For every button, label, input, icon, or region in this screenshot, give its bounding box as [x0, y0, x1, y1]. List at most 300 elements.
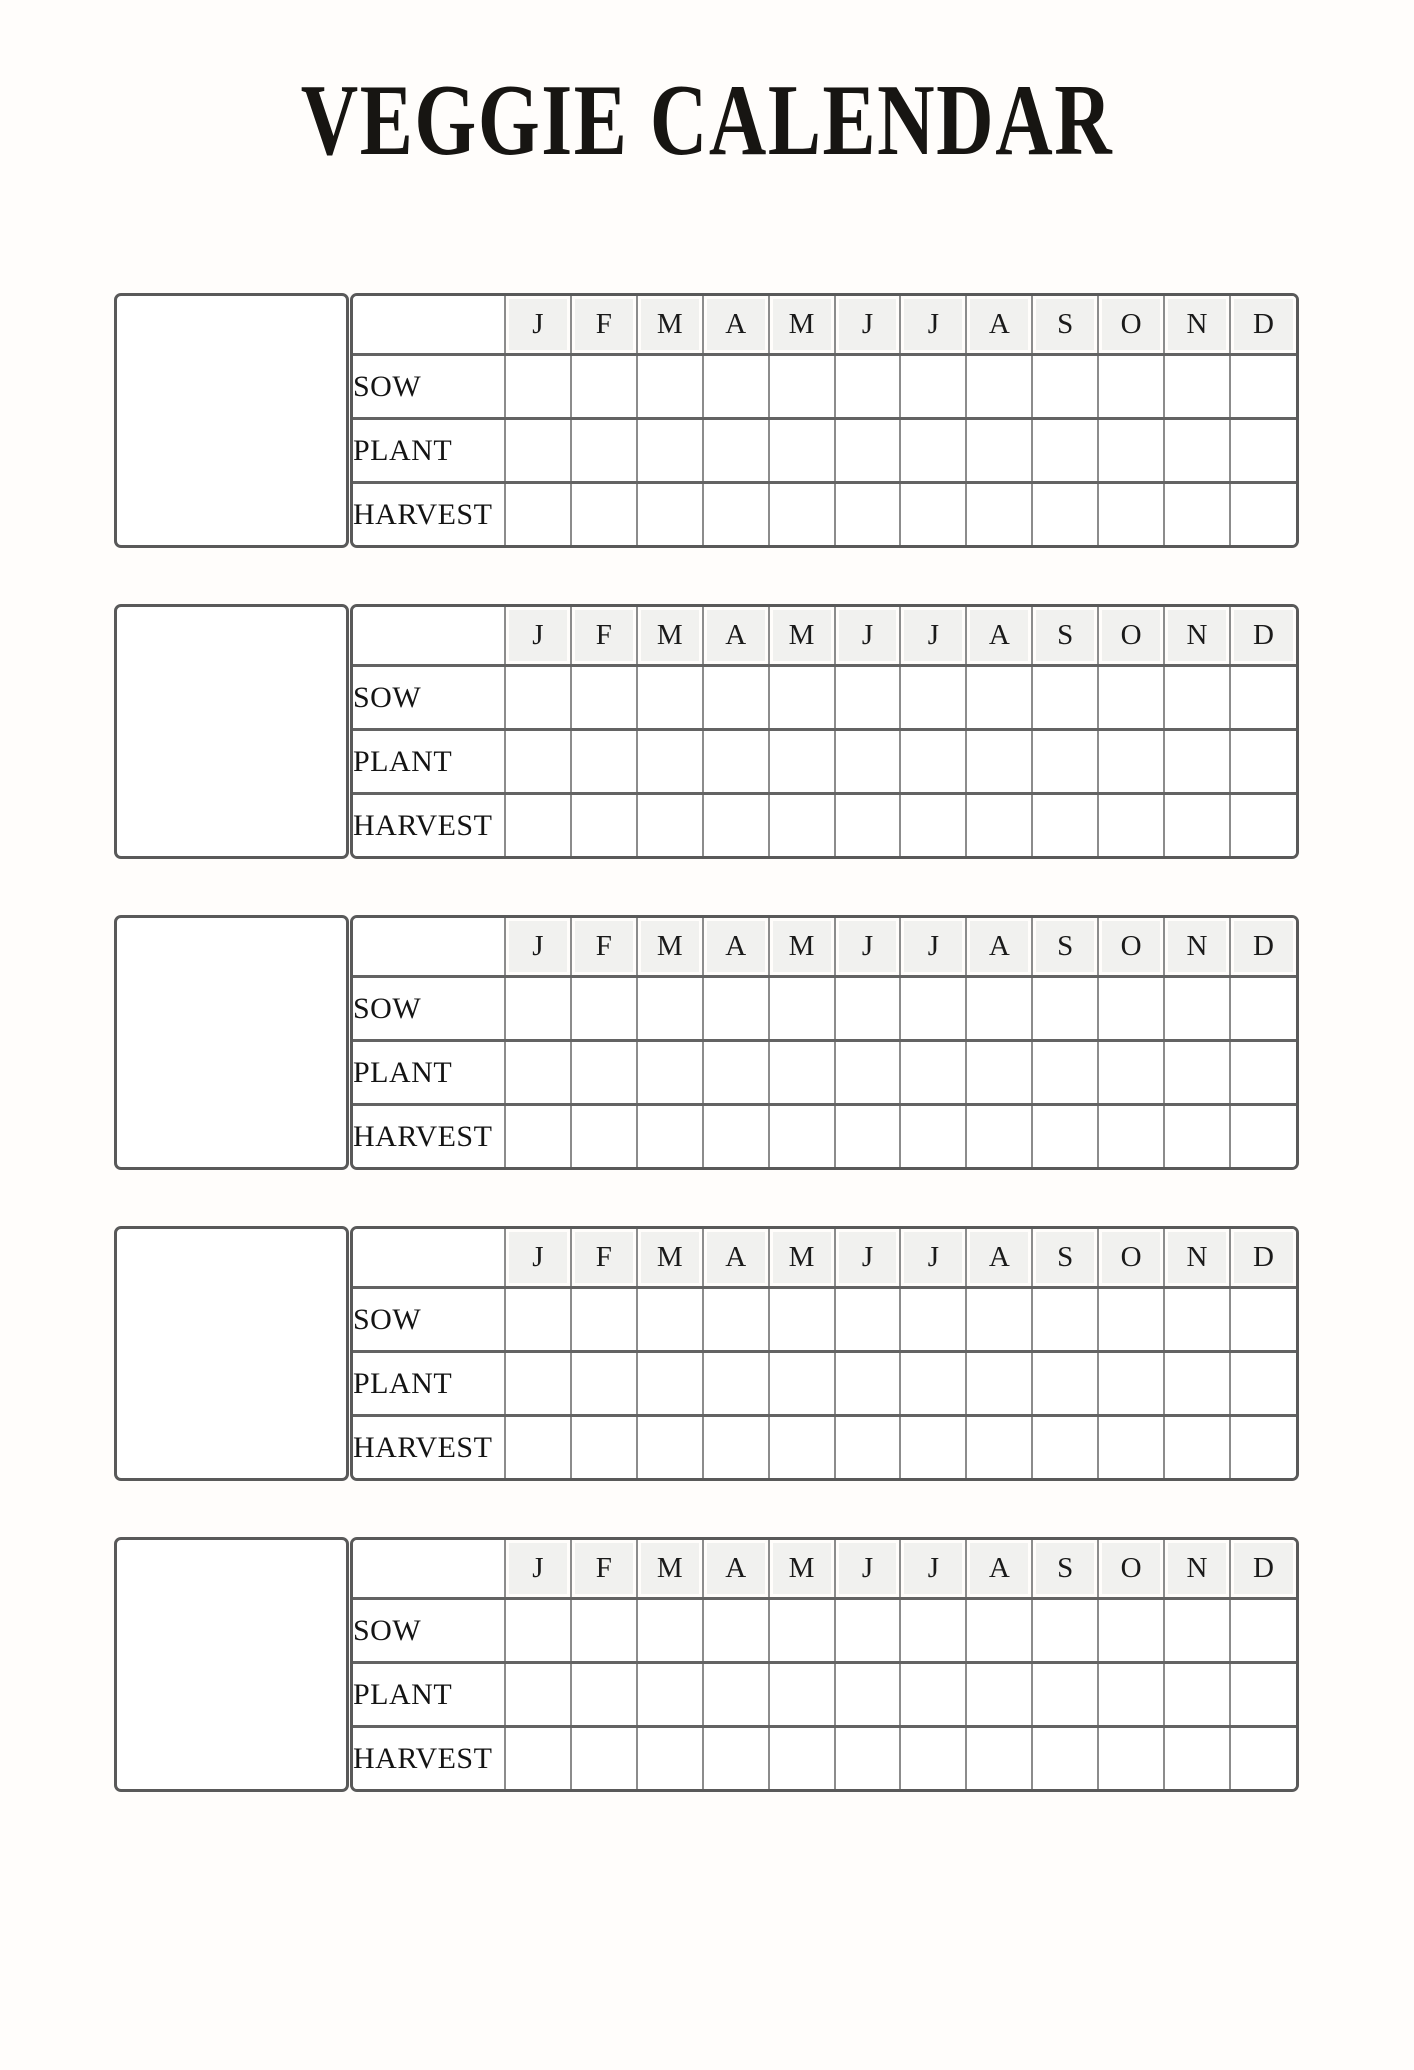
calendar-cell[interactable] [966, 730, 1032, 794]
month-header-cell [505, 296, 571, 355]
vegetable-name-box[interactable] [114, 1537, 349, 1792]
calendar-cell[interactable] [505, 355, 571, 419]
calendar-cell[interactable] [966, 1416, 1032, 1479]
calendar-cell[interactable] [1032, 355, 1098, 419]
calendar-cell[interactable] [769, 730, 835, 794]
calendar-cell[interactable] [1098, 1727, 1164, 1790]
calendar-cell[interactable] [769, 1663, 835, 1727]
calendar-table [353, 296, 1296, 545]
row-label: PLANT [353, 419, 505, 483]
month-header-cell [900, 1229, 966, 1288]
month-header-cell [1032, 296, 1098, 355]
calendar-cell[interactable] [900, 977, 966, 1041]
calendar-cell[interactable] [571, 1105, 637, 1168]
month-letter: J [532, 1241, 544, 1273]
veggie-block [114, 915, 1299, 1170]
calendar-cell[interactable] [769, 1416, 835, 1479]
calendar-cell[interactable] [900, 1663, 966, 1727]
calendar-cell[interactable] [900, 1041, 966, 1105]
calendar-table-frame [350, 293, 1299, 548]
calendar-cell[interactable] [1230, 1416, 1296, 1479]
harvest-row [353, 483, 1296, 546]
calendar-cell[interactable] [505, 977, 571, 1041]
calendar-cell[interactable] [505, 794, 571, 857]
calendar-cell[interactable] [1098, 794, 1164, 857]
month-header-cell [637, 1229, 703, 1288]
month-header-cell [835, 607, 901, 666]
calendar-cell[interactable] [966, 1663, 1032, 1727]
calendar-cell[interactable] [1098, 483, 1164, 546]
plant-row [353, 419, 1296, 483]
calendar-cell[interactable] [703, 419, 769, 483]
vegetable-name-box[interactable] [114, 915, 349, 1170]
calendar-cell[interactable] [769, 1352, 835, 1416]
month-header-cell [900, 918, 966, 977]
calendar-cell[interactable] [1098, 355, 1164, 419]
row-label: HARVEST [353, 794, 505, 857]
calendar-cell[interactable] [1164, 419, 1230, 483]
calendar-cell[interactable] [703, 1041, 769, 1105]
month-header-cell [769, 607, 835, 666]
calendar-cell[interactable] [571, 794, 637, 857]
calendar-cell[interactable] [900, 483, 966, 546]
month-header-cell [571, 918, 637, 977]
month-header-cell [1098, 296, 1164, 355]
month-letter: M [656, 1241, 683, 1273]
month-letter: S [1057, 930, 1074, 962]
month-header-cell [900, 296, 966, 355]
calendar-cell[interactable] [1098, 1663, 1164, 1727]
vegetable-name-box[interactable] [114, 604, 349, 859]
month-letter: J [532, 930, 544, 962]
calendar-cell[interactable] [835, 1352, 901, 1416]
calendar-cell[interactable] [505, 666, 571, 730]
calendar-cell[interactable] [637, 730, 703, 794]
calendar-cell[interactable] [637, 1105, 703, 1168]
row-label: PLANT [353, 1041, 505, 1105]
calendar-cell[interactable] [571, 1352, 637, 1416]
calendar-cell[interactable] [1098, 730, 1164, 794]
calendar-cell[interactable] [966, 977, 1032, 1041]
calendar-cell[interactable] [1098, 1599, 1164, 1663]
calendar-cell[interactable] [966, 666, 1032, 730]
calendar-cell[interactable] [966, 1727, 1032, 1790]
calendar-cell[interactable] [835, 730, 901, 794]
calendar-cell[interactable] [505, 1288, 571, 1352]
calendar-cell[interactable] [769, 1041, 835, 1105]
month-header-cell [1230, 1229, 1296, 1288]
calendar-cell[interactable] [1164, 1663, 1230, 1727]
month-letter: N [1186, 619, 1208, 651]
month-letter: A [725, 930, 747, 962]
plant-row [353, 1041, 1296, 1105]
row-label: SOW [353, 666, 505, 730]
calendar-cell[interactable] [1098, 1352, 1164, 1416]
month-letter: J [861, 308, 874, 340]
calendar-cell[interactable] [1164, 1599, 1230, 1663]
month-header-cell [769, 1540, 835, 1599]
month-header-cell [1032, 918, 1098, 977]
calendar-cell[interactable] [1032, 666, 1098, 730]
calendar-cell[interactable] [703, 1727, 769, 1790]
month-header-cell [1098, 1229, 1164, 1288]
calendar-cell[interactable] [505, 419, 571, 483]
month-letter: D [1253, 308, 1274, 340]
calendar-cell[interactable] [1032, 1599, 1098, 1663]
month-letter: S [1057, 619, 1074, 651]
calendar-cell[interactable] [571, 1416, 637, 1479]
row-label: SOW [353, 977, 505, 1041]
calendar-cell[interactable] [966, 419, 1032, 483]
calendar-cell[interactable] [769, 483, 835, 546]
row-label: PLANT [353, 730, 505, 794]
calendar-cell[interactable] [1230, 794, 1296, 857]
month-header-cell [637, 296, 703, 355]
calendar-cell[interactable] [505, 1105, 571, 1168]
month-letter: F [595, 1552, 612, 1584]
corner-cell [353, 607, 505, 666]
month-letter: A [988, 1552, 1010, 1584]
calendar-cell[interactable] [900, 1105, 966, 1168]
calendar-cell[interactable] [1164, 483, 1230, 546]
calendar-cell[interactable] [769, 666, 835, 730]
calendar-body [353, 355, 1296, 546]
calendar-cell[interactable] [637, 1352, 703, 1416]
calendar-cell[interactable] [1098, 1041, 1164, 1105]
calendar-cell[interactable] [1032, 794, 1098, 857]
month-letter: A [988, 619, 1010, 651]
month-letter: A [988, 1241, 1010, 1273]
month-header-cell [505, 607, 571, 666]
month-letter: O [1120, 1241, 1142, 1273]
month-letter: M [788, 1241, 815, 1273]
calendar-cell[interactable] [1230, 1599, 1296, 1663]
row-label: HARVEST [353, 483, 505, 546]
calendar-cell[interactable] [703, 1288, 769, 1352]
calendar-cell[interactable] [1164, 1105, 1230, 1168]
calendar-cell[interactable] [1032, 483, 1098, 546]
calendar-cell[interactable] [505, 1663, 571, 1727]
calendar-cell[interactable] [1098, 1288, 1164, 1352]
calendar-cell[interactable] [637, 977, 703, 1041]
calendar-cell[interactable] [703, 1105, 769, 1168]
calendar-cell[interactable] [900, 1352, 966, 1416]
calendar-cell[interactable] [835, 1416, 901, 1479]
calendar-cell[interactable] [900, 419, 966, 483]
month-letter: M [656, 619, 683, 651]
month-header-row [353, 1229, 1296, 1288]
calendar-cell[interactable] [966, 1105, 1032, 1168]
calendar-cell[interactable] [1164, 794, 1230, 857]
calendar-cell[interactable] [769, 1599, 835, 1663]
calendar-cell[interactable] [1164, 1288, 1230, 1352]
calendar-cell[interactable] [966, 355, 1032, 419]
calendar-cell[interactable] [571, 419, 637, 483]
calendar-cell[interactable] [637, 1041, 703, 1105]
veggie-block [114, 604, 1299, 859]
month-header-cell [1098, 1540, 1164, 1599]
calendar-cell[interactable] [637, 1727, 703, 1790]
vegetable-name-box[interactable] [114, 293, 349, 548]
calendar-cell[interactable] [900, 1416, 966, 1479]
sow-row [353, 355, 1296, 419]
calendar-cell[interactable] [769, 1727, 835, 1790]
row-label: HARVEST [353, 1105, 505, 1168]
calendar-cell[interactable] [835, 1288, 901, 1352]
calendar-cell[interactable] [1230, 1105, 1296, 1168]
month-letter: N [1186, 1552, 1208, 1584]
calendar-cell[interactable] [835, 1727, 901, 1790]
calendar-cell[interactable] [900, 1599, 966, 1663]
calendar-cell[interactable] [703, 794, 769, 857]
calendar-cell[interactable] [703, 1352, 769, 1416]
harvest-row [353, 1416, 1296, 1479]
calendar-cell[interactable] [1230, 977, 1296, 1041]
month-header-cell [703, 296, 769, 355]
calendar-cell[interactable] [1230, 355, 1296, 419]
month-header-cell [966, 296, 1032, 355]
calendar-cell[interactable] [1032, 977, 1098, 1041]
calendar-cell[interactable] [1032, 1727, 1098, 1790]
calendar-cell[interactable] [835, 1105, 901, 1168]
calendar-cell[interactable] [769, 977, 835, 1041]
calendar-cell[interactable] [637, 355, 703, 419]
veggie-block [114, 1537, 1299, 1792]
harvest-row [353, 1727, 1296, 1790]
calendar-cell[interactable] [1230, 1352, 1296, 1416]
calendar-cell[interactable] [1164, 1416, 1230, 1479]
calendar-cell[interactable] [505, 730, 571, 794]
calendar-cell[interactable] [1164, 666, 1230, 730]
calendar-cell[interactable] [571, 1663, 637, 1727]
month-letter: M [788, 619, 815, 651]
calendar-cell[interactable] [835, 977, 901, 1041]
calendar-cell[interactable] [900, 666, 966, 730]
month-header-cell [637, 918, 703, 977]
calendar-cell[interactable] [703, 1416, 769, 1479]
calendar-cell[interactable] [1098, 1105, 1164, 1168]
calendar-cell[interactable] [1164, 1352, 1230, 1416]
calendar-cell[interactable] [1230, 730, 1296, 794]
calendar-cell[interactable] [505, 1599, 571, 1663]
calendar-cell[interactable] [1230, 666, 1296, 730]
calendar-cell[interactable] [835, 1599, 901, 1663]
calendar-cell[interactable] [637, 794, 703, 857]
month-header-cell [966, 1229, 1032, 1288]
calendar-cell[interactable] [703, 666, 769, 730]
calendar-cell[interactable] [571, 1288, 637, 1352]
month-header-cell [966, 1540, 1032, 1599]
calendar-cell[interactable] [637, 419, 703, 483]
calendar-cell[interactable] [966, 1288, 1032, 1352]
month-letter: S [1057, 308, 1074, 340]
calendar-cell[interactable] [835, 666, 901, 730]
calendar-cell[interactable] [769, 794, 835, 857]
month-letter: F [595, 308, 612, 340]
calendar-cell[interactable] [1098, 1416, 1164, 1479]
calendar-cell[interactable] [966, 1599, 1032, 1663]
calendar-cell[interactable] [1098, 419, 1164, 483]
plant-row [353, 1663, 1296, 1727]
calendar-cell[interactable] [703, 1599, 769, 1663]
calendar-cell[interactable] [900, 1727, 966, 1790]
corner-cell [353, 1540, 505, 1599]
calendar-cell[interactable] [703, 1663, 769, 1727]
calendar-cell[interactable] [637, 1416, 703, 1479]
month-letter: M [788, 308, 815, 340]
calendar-cell[interactable] [1230, 1288, 1296, 1352]
month-header-cell [835, 1229, 901, 1288]
calendar-cell[interactable] [1164, 355, 1230, 419]
calendar-cell[interactable] [571, 977, 637, 1041]
month-letter: F [595, 930, 612, 962]
calendar-table-frame [350, 604, 1299, 859]
calendar-cell[interactable] [1230, 1727, 1296, 1790]
calendar-cell[interactable] [835, 1663, 901, 1727]
month-letter: A [725, 1241, 747, 1273]
calendar-cell[interactable] [900, 1288, 966, 1352]
calendar-cell[interactable] [835, 794, 901, 857]
calendar-cell[interactable] [637, 1288, 703, 1352]
calendar-table [353, 607, 1296, 856]
calendar-cell[interactable] [571, 730, 637, 794]
calendar-cell[interactable] [1098, 977, 1164, 1041]
calendar-cell[interactable] [1032, 1105, 1098, 1168]
calendar-cell[interactable] [505, 1416, 571, 1479]
month-letter: N [1186, 308, 1208, 340]
calendar-cell[interactable] [505, 483, 571, 546]
month-header-cell [505, 918, 571, 977]
calendar-cell[interactable] [835, 483, 901, 546]
harvest-row [353, 1105, 1296, 1168]
calendar-cell[interactable] [1032, 1663, 1098, 1727]
calendar-cell[interactable] [1230, 483, 1296, 546]
calendar-table-frame [350, 1226, 1299, 1481]
month-header-row [353, 1540, 1296, 1599]
calendar-cell[interactable] [1230, 1663, 1296, 1727]
corner-cell [353, 1229, 505, 1288]
calendar-cell[interactable] [505, 1041, 571, 1105]
calendar-cell[interactable] [1032, 1352, 1098, 1416]
month-header-cell [769, 296, 835, 355]
plant-row [353, 1352, 1296, 1416]
month-header-cell [1032, 1540, 1098, 1599]
sow-row [353, 666, 1296, 730]
month-header-cell [900, 1540, 966, 1599]
row-label: HARVEST [353, 1727, 505, 1790]
month-letter: J [532, 1552, 544, 1584]
calendar-table [353, 1540, 1296, 1789]
calendar-cell[interactable] [835, 1041, 901, 1105]
month-letter: N [1186, 930, 1208, 962]
calendar-cell[interactable] [703, 730, 769, 794]
calendar-cell[interactable] [703, 977, 769, 1041]
calendar-cell[interactable] [1032, 730, 1098, 794]
calendar-cell[interactable] [835, 419, 901, 483]
row-label: HARVEST [353, 1416, 505, 1479]
month-letter: A [725, 308, 747, 340]
calendar-cell[interactable] [637, 1663, 703, 1727]
month-letter: D [1253, 619, 1274, 651]
vegetable-name-box[interactable] [114, 1226, 349, 1481]
calendar-cell[interactable] [703, 355, 769, 419]
month-header-cell [1164, 918, 1230, 977]
calendar-cell[interactable] [637, 666, 703, 730]
calendar-cell[interactable] [505, 1352, 571, 1416]
month-letter: J [861, 1552, 874, 1584]
calendar-cell[interactable] [1032, 1416, 1098, 1479]
month-header-row [353, 607, 1296, 666]
calendar-cell[interactable] [769, 355, 835, 419]
month-letter: J [927, 1241, 940, 1273]
calendar-cell[interactable] [571, 1727, 637, 1790]
month-header-cell [1164, 1229, 1230, 1288]
calendar-cell[interactable] [900, 730, 966, 794]
month-header-cell [1098, 918, 1164, 977]
veggie-block [114, 1226, 1299, 1481]
month-letter: J [927, 1552, 940, 1584]
calendar-cell[interactable] [1032, 1288, 1098, 1352]
calendar-cell[interactable] [1164, 1727, 1230, 1790]
plant-row [353, 730, 1296, 794]
calendar-table [353, 1229, 1296, 1478]
calendar-cell[interactable] [966, 483, 1032, 546]
calendar-cell[interactable] [1032, 419, 1098, 483]
calendar-cell[interactable] [966, 1352, 1032, 1416]
calendar-cell[interactable] [1032, 1041, 1098, 1105]
month-header-cell [571, 1540, 637, 1599]
calendar-cell[interactable] [505, 1727, 571, 1790]
calendar-cell[interactable] [571, 355, 637, 419]
month-letter: A [988, 930, 1010, 962]
calendar-cell[interactable] [571, 666, 637, 730]
calendar-cell[interactable] [900, 794, 966, 857]
month-letter: D [1253, 1552, 1274, 1584]
calendar-cell[interactable] [835, 355, 901, 419]
calendar-table [353, 918, 1296, 1167]
month-header-cell [1032, 1229, 1098, 1288]
calendar-cell[interactable] [637, 483, 703, 546]
calendar-cell[interactable] [1164, 1041, 1230, 1105]
calendar-cell[interactable] [571, 1599, 637, 1663]
month-letter: J [861, 1241, 874, 1273]
calendar-cell[interactable] [1164, 977, 1230, 1041]
calendar-cell[interactable] [1230, 419, 1296, 483]
calendar-cell[interactable] [571, 1041, 637, 1105]
row-label: PLANT [353, 1663, 505, 1727]
month-header-cell [769, 918, 835, 977]
calendar-cell[interactable] [769, 1288, 835, 1352]
month-header-cell [835, 296, 901, 355]
calendar-cell[interactable] [1230, 1041, 1296, 1105]
calendar-cell[interactable] [1098, 666, 1164, 730]
calendar-cell[interactable] [703, 483, 769, 546]
month-header-cell [835, 1540, 901, 1599]
calendar-cell[interactable] [966, 794, 1032, 857]
calendar-cell[interactable] [966, 1041, 1032, 1105]
calendar-cell[interactable] [571, 483, 637, 546]
month-header-row [353, 918, 1296, 977]
calendar-cell[interactable] [900, 355, 966, 419]
calendar-cell[interactable] [1164, 730, 1230, 794]
month-letter: D [1253, 1241, 1274, 1273]
calendar-cell[interactable] [769, 419, 835, 483]
calendar-cell[interactable] [769, 1105, 835, 1168]
month-header-cell [703, 1229, 769, 1288]
month-header-cell [1230, 918, 1296, 977]
month-letter: O [1120, 930, 1142, 962]
calendar-cell[interactable] [637, 1599, 703, 1663]
